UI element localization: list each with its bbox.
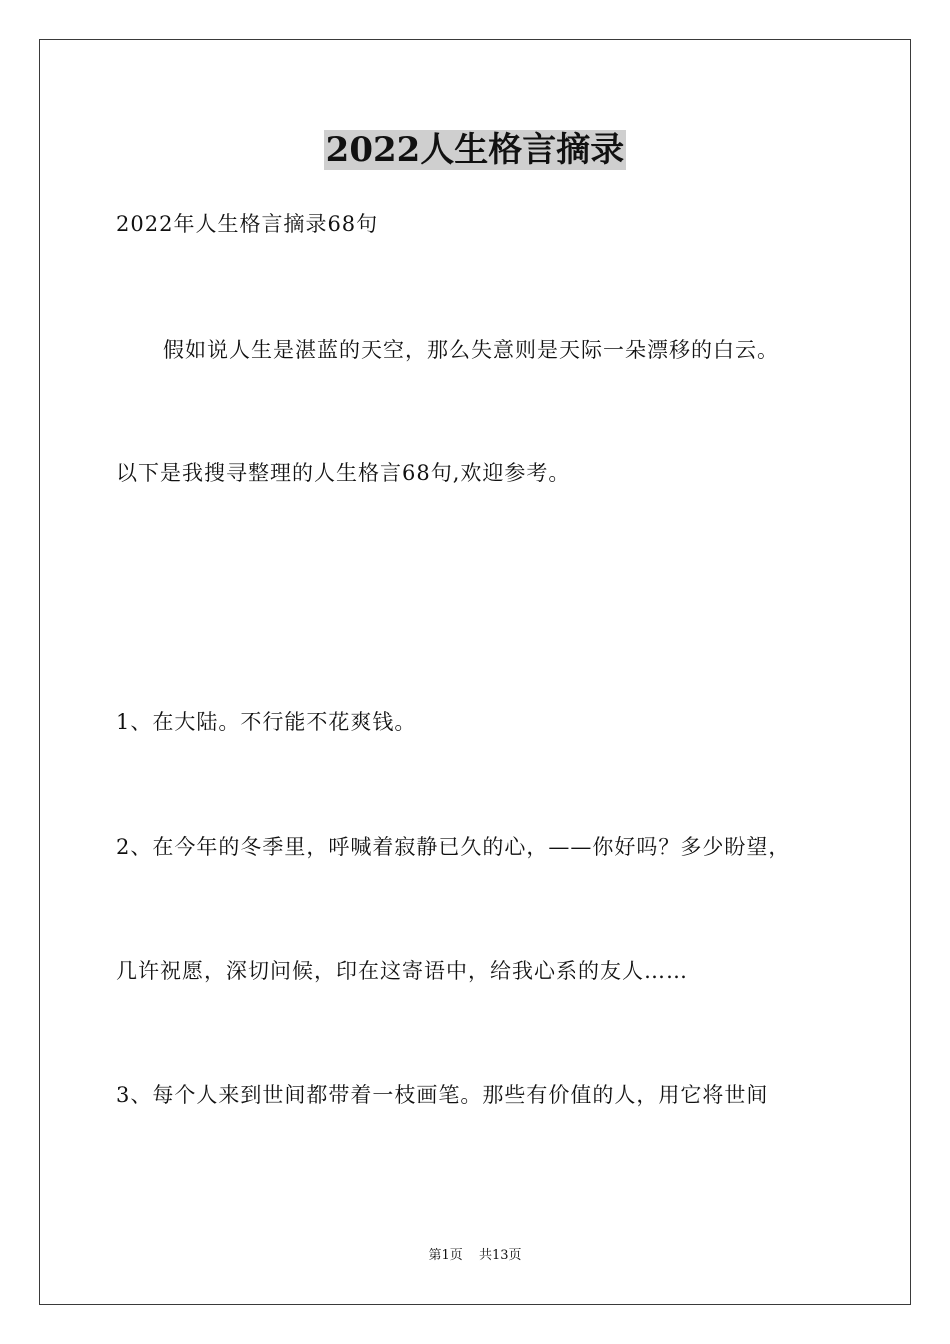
quote-item-1: 1、在大陆。不行能不花爽钱。 <box>116 710 417 734</box>
paragraph-intro-continued: 以下是我搜寻整理的人生格言68句,欢迎参考。 <box>116 461 571 485</box>
quote-item-3: 3、每个人来到世间都带着一枝画笔。那些有价值的人，用它将世间 <box>116 1083 769 1107</box>
quote-item-2-continued: 几许祝愿，深切问候，印在这寄语中，给我心系的友人…… <box>116 959 688 983</box>
page-total: 共13页 <box>478 1248 522 1263</box>
paragraph-intro: 假如说人生是湛蓝的天空，那么失意则是天际一朵漂移的白云。 <box>163 338 779 362</box>
document-subtitle: 2022年人生格言摘录68句 <box>116 212 379 236</box>
document-title-text: 2022人生格言摘录 <box>325 130 625 170</box>
document-title <box>0 128 950 172</box>
quote-item-2: 2、在今年的冬季里，呼喊着寂静已久的心，——你好吗？多少盼望， <box>116 835 791 859</box>
page-number: 第1页 <box>428 1248 463 1263</box>
page-footer <box>0 1247 950 1265</box>
